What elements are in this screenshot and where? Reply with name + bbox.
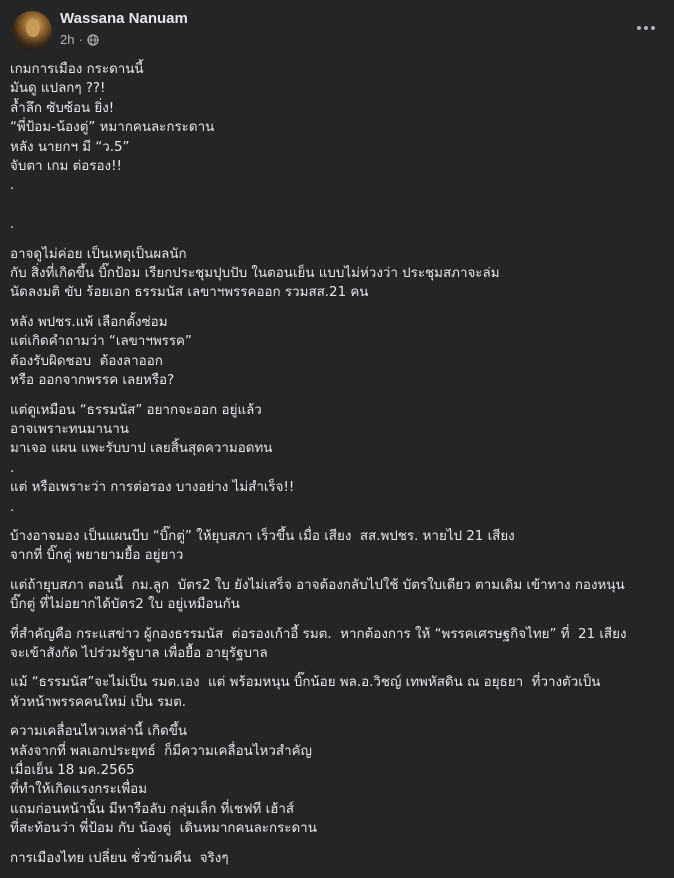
author-name[interactable]: Wassana Nanuam <box>60 10 188 27</box>
post-paragraph <box>10 673 660 712</box>
post-line: หรือ ออกจากพรรค เลยหรือ? <box>10 373 175 389</box>
post-paragraph <box>10 625 660 664</box>
post-line: ที่สำคัญคือ กระแสข่าว ผู้กองธรรมนัส ต่อรองเก้าอี้ รมต. หากต้องการ ให้ “พรรคเศรษฐกิจไทย” ที่ 21 เสียง <box>10 626 627 642</box>
post-line: หลังจากที่ พลเอกประยุทธ์ ก็มีความเคลื่อนไหวสำคัญ <box>10 743 312 759</box>
post-line: แต่ดูเหมือน “ธรรมนัส” อยากจะออก อยู่แล้ว <box>10 402 262 418</box>
post-line: จากที่ บิ๊กตู่ พยายามยื้อ อยู่ยาว <box>10 548 184 564</box>
post-paragraph <box>10 401 660 517</box>
meta-separator: · <box>78 32 83 47</box>
more-options-button[interactable] <box>632 14 660 42</box>
post-line: “พี่ป้อม-น้องตู่” หมากคนละกระดาน <box>10 120 215 136</box>
post-line: ต้องรับผิดชอบ ต้องลาออก <box>10 353 163 369</box>
post-line: กับ สิ่งที่เกิดขึ้น บิ๊กป้อม เรียกประชุมปุบปับ ในตอนเย็น แบบไม่ห่วงว่า ประชุมสภาจะล่ม <box>10 266 500 282</box>
post-line: แถมก่อนหน้านั้น มีหารือลับ กลุ่มเล็ก ที่เชฟที เฮ้าส์ <box>10 801 295 817</box>
post-paragraph <box>10 849 660 868</box>
post-line: จะเข้าสังกัด ไปร่วมรัฐบาล เพื่อยื้อ อายุรัฐบาล <box>10 645 268 661</box>
more-horizontal-icon <box>637 26 655 30</box>
post-line <box>10 196 660 215</box>
post-line: ที่สะท้อนว่า พี่ป้อม กับ น้องตู่ เดินหมากคนละกระดาน <box>10 821 317 837</box>
post-line: . <box>10 460 15 476</box>
post-line: . <box>10 178 15 194</box>
post-paragraph <box>10 313 660 391</box>
post-line: แม้ “ธรรมนัส”จะไม่เป็น รมต.เอง แต่ พร้อมหนุน บิ๊กน้อย พล.อ.วิชญ์ เทพหัสดิน ณ อยุธยา ที่วางตัวเป็น <box>10 675 601 691</box>
post-line: เกมการเมือง กระดานนี้ <box>10 62 144 77</box>
post-line: ล้ำลึก ซับซ้อน ยิ่ง! <box>10 100 115 116</box>
cutoff-content <box>10 808 130 816</box>
post-line: แต่ถ้ายุบสภา ตอนนี้ กม.ลูก บัตร2 ใบ ยังไม่เสร็จ อาจต้องกลับไปใช้ บัตรใบเดียว ตามเดิม เข้าทาง กองหนุน <box>10 577 625 593</box>
post-line: จับตา เกม ต่อรอง!! <box>10 159 122 175</box>
post-line: แต่ หรือเพราะว่า การต่อรอง บางอย่าง ไม่สำเร็จ!! <box>10 480 295 496</box>
post-paragraph <box>10 722 660 838</box>
post-line: . <box>10 499 15 515</box>
post-meta <box>60 32 99 47</box>
post-line: เมื่อเย็น 18 มค.2565 <box>10 763 135 778</box>
post-line: มันดู แปลกๆ ??! <box>10 81 106 97</box>
post-paragraph <box>10 245 660 303</box>
post-line: อาจดูไม่ค่อย เป็นเหตุเป็นผลนัก <box>10 246 187 262</box>
post-line: การเมืองไทย เปลี่ยน ชั่วข้ามคืน จริงๆ <box>10 850 229 866</box>
post-line: มาเจอ แผน แพะรับบาป เลยสิ้นสุดความอดทน <box>10 441 273 457</box>
post-line: อาจเพราะทนมานาน <box>10 421 129 437</box>
post-time[interactable]: 2h <box>60 32 75 47</box>
avatar[interactable] <box>12 11 52 51</box>
post-line: . <box>10 217 15 233</box>
post-paragraph <box>10 576 660 615</box>
post-text <box>10 60 660 878</box>
post-paragraph <box>10 60 660 235</box>
post-line: หลัง นายกฯ มี “ว.5” <box>10 139 130 155</box>
post-line: บ้างอาจมอง เป็นแผนบีบ “บิ๊กตู่” ให้ยุบสภา เร็วขึ้น เมื่อ เสียง สส.พปชร. หายไป 21 เสียง <box>10 528 515 544</box>
post-paragraph <box>10 527 660 566</box>
post-line: แต่เกิดคำถามว่า “เลขาฯพรรค” <box>10 334 192 350</box>
post-line: หัวหน้าพรรคคนใหม่ เป็น รมต. <box>10 694 187 710</box>
post-line: ที่ทำให้เกิดแรงกระเพื่อม <box>10 782 148 798</box>
post-line: บิ๊กตู่ ที่ไม่อยากได้บัตร2 ใบ อยู่เหมือนกัน <box>10 597 240 613</box>
post-header <box>0 0 674 56</box>
post-line: หลัง พปชร.แพ้ เลือกตั้งซ่อม <box>10 314 168 330</box>
post-line: ความเคลื่อนไหวเหล่านี้ เกิดขึ้น <box>10 724 188 740</box>
globe-icon[interactable] <box>87 34 99 46</box>
avatar-face <box>26 19 40 37</box>
post-line: นัดลงมติ ขับ ร้อยเอก ธรรมนัส เลขาฯพรรคออก รวมสส.21 คน <box>10 285 369 301</box>
